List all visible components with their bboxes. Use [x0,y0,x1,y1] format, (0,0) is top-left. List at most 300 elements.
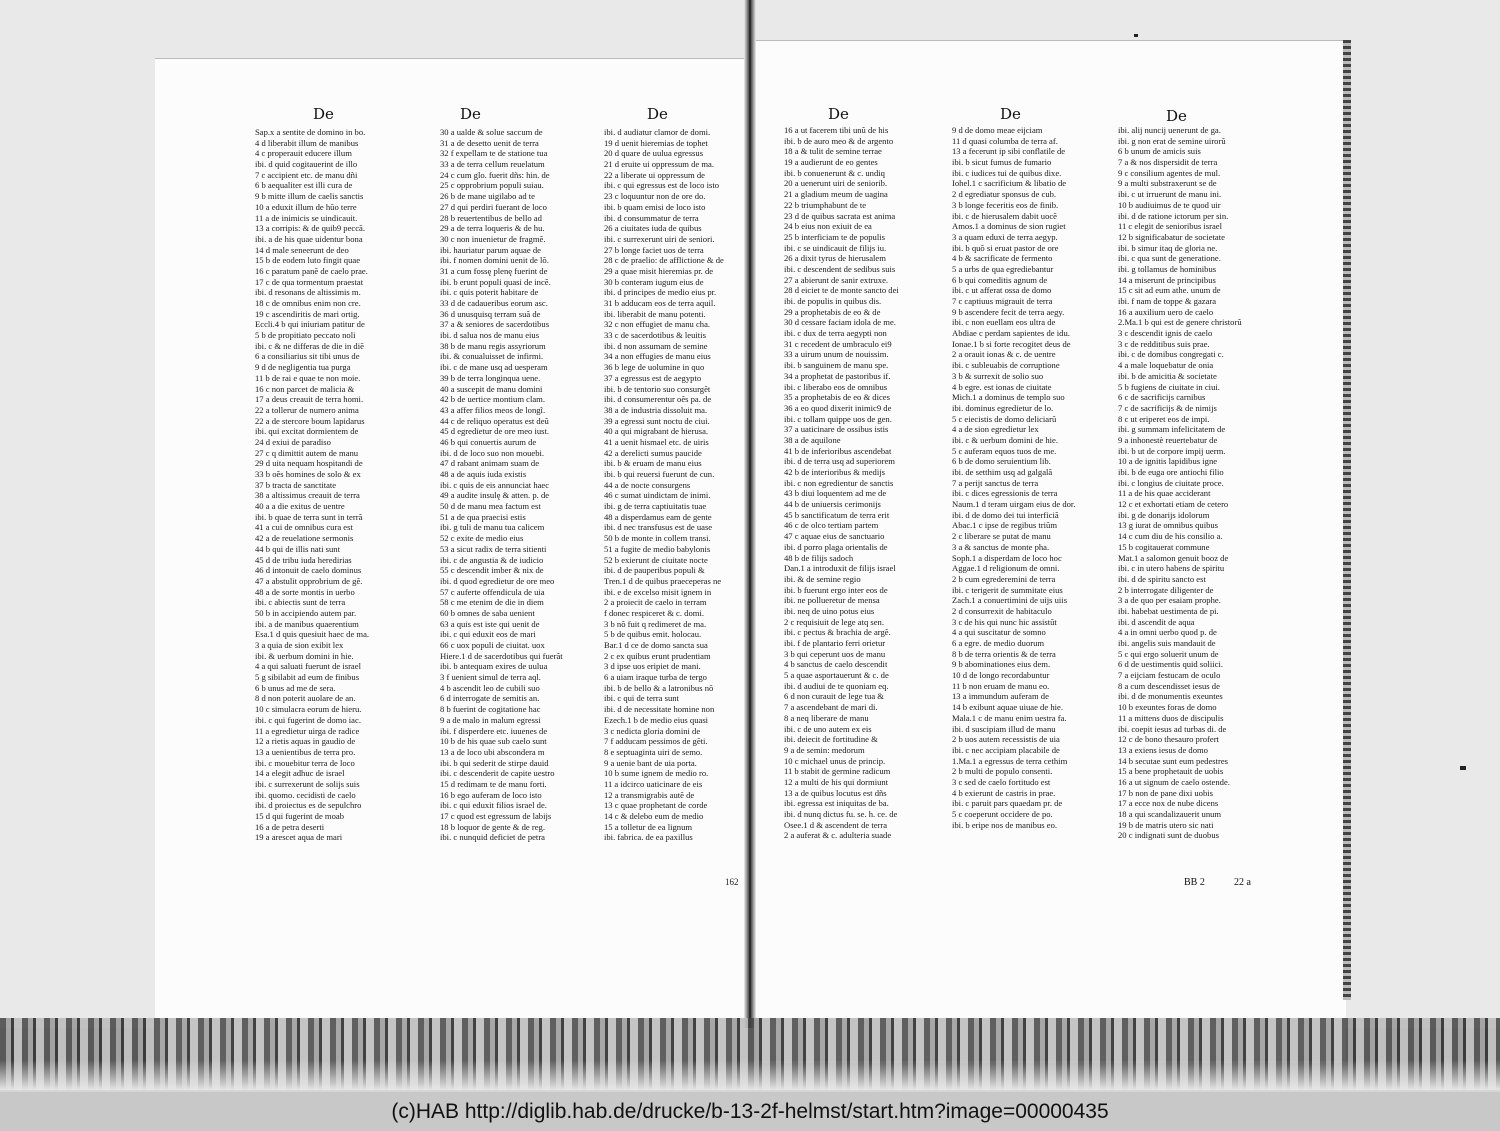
index-entry: 46 c de olco tertiam partem [784,520,879,531]
index-entry: ibi. d nec transfusus est de uase [604,522,713,533]
index-entry: 3 a & sanctus de monte pha. [952,541,1050,552]
index-entry: 4 b egre. est ionas de ciuitate [952,381,1052,392]
index-entry: ibi. hauriatur parum aquae de [440,244,541,255]
index-entry: 11 a egredietur uirga de radice [255,725,360,736]
index-entry: Mat.1 a salomon genuit booz de [1118,552,1229,563]
index-entry: 27 d qui perdiri fuerant de loco [440,201,547,212]
index-entry: 5 c coeperunt occidere de po. [952,809,1053,819]
index-entry: 20 d quare de uulua egressus [604,148,704,159]
index-entry: ibi. b ut de corpore impij uerm. [1118,445,1226,456]
index-entry: ibi. d suscipiam illud de manu [952,723,1056,734]
index-entry: ibi. b qui reuersi fuerunt de cun. [604,469,715,479]
index-entry: ibi. d audiui de te quoniam eq. [784,680,889,691]
index-entry: ibi. f disperdere etc. iuuenes de [440,725,548,736]
index-entry: 6 a consiliarius sit tibi unus de [255,351,360,362]
index-entry: 28 c de praelio: de afflictione & de [604,255,724,266]
index-entry: 2 c ex quibus erunt prudentiam [604,650,711,661]
index-entry: 18 a qui scandalizauerit unum [1118,809,1222,819]
index-entry: 34 a non effugies de manu eius [604,351,711,362]
index-entry: ibi. c abiectis sunt de terra [255,597,346,608]
index-entry: 38 a altissimus creauit de terra [255,490,360,501]
index-entry: 30 c non inuenietur de fragmẽ. [440,233,546,244]
column-heading: De [1000,105,1021,123]
index-entry: ibi. g tuli de manu tua calicem [440,522,545,533]
index-entry: 1.Ma.1 a egressus de terra cethim [952,755,1068,766]
index-entry: 44 c de reliquo operatus est deũ [440,415,549,426]
index-entry: 6 b unus ad me de sera. [255,682,336,693]
index-entry: 39 b de terra longinqua uene. [440,372,541,383]
index-entry: 41 b de inferioribus ascendebat [784,445,892,456]
index-entry: ibi. g de donarijs idolorum [1118,509,1210,520]
index-entry: 31 a cum fossę plenę fuerint de [440,265,548,276]
index-entry: ibi. c subleuabis de corruptione [952,360,1060,371]
index-entry: 2.Ma.1 b qui est de genere christorũ [1118,317,1242,328]
index-entry: 29 d uita nequam hospitandi de [255,458,363,469]
index-entry: 66 c uox populi de ciuitat. uox [440,640,545,650]
index-entry: ibi. c non egredientur de sanctis [784,477,894,488]
index-entry: 29 a quae misit hieremias pr. de [604,265,714,276]
index-entry: 49 a audite insulę & atten. p. de [440,490,550,501]
index-entry: 17 c quod est egressum de labijs [440,811,552,821]
index-entry: 23 d de quibus sacrata est anima [784,210,896,221]
index-entry: ibi. angelis suis mandauit de [1118,638,1216,648]
index-entry: 46 c sumat uindictam de inimi. [604,490,711,501]
index-entry: 4 d liberabit illum de manibus [255,137,359,148]
index-entry: 14 c & delebo eum de medio [604,811,704,821]
index-entry: 33 a de terra cellum reuelatum [440,159,545,170]
index-entry: ibi. dominus egredietur de lo. [952,402,1054,413]
index-entry: 8 b fuerint de cogitatione hac [440,704,541,715]
index-entry: 48 b de filijs sadoch [784,552,854,563]
index-entry: 10 d de longo recordabuntur [952,670,1050,681]
index-entry: 11 b non eruam de manu eo. [952,680,1050,691]
page-number: 162 [725,877,739,887]
index-entry: ibi. quomo. cecidisti de caelo [255,789,356,800]
index-entry: 4 a male loquebatur de onia [1118,360,1214,371]
index-entry: ibi. c & uerbum domini de hie. [952,434,1058,445]
index-entry: 38 b de manu regis assyriorum [440,340,546,351]
index-entry: 19 a arescet aqua de mari [255,832,343,843]
index-entry: 6 c de sacrificijs carnibus [1118,392,1206,403]
index-entry: 22 a de stercore boum lapidarus [255,415,365,426]
index-entry: 3 b longe feceritis eos de finib. [952,199,1059,210]
index-entry: 36 a eo quod dixerit inimic9 de [784,402,892,413]
index-entry: 6 d non curauit de lege tua & [784,691,884,702]
index-entry: Mich.1 a dominus de templo suo [952,392,1065,403]
index-entry: ibi. c longius de ciuitate proce. [1118,477,1224,488]
index-entry: ibi. d principes de medio eius pr. [604,287,717,298]
index-entry: ibi. c qui de terra sunt [604,693,679,704]
index-entry: 43 b diui loquentem ad me de [784,488,887,499]
index-entry: ibi. ne pollueretur de mensa [784,595,880,606]
index-entry: 34 a prophetat de pastoribus if. [784,370,891,381]
index-entry: 17 a ecce nox de nube dicens [1118,798,1219,809]
index-entry: 57 c auferte offendicula de uia [440,586,545,597]
scanner-bed-fade [0,1060,1500,1090]
index-entry: 17 a deus creauit de terra homi. [255,394,364,405]
index-entry: 9 b ascendere fecit de terra aegy. [952,306,1065,317]
index-entry: ibi. d consummatur de terra [604,212,699,223]
index-entry: 5 g sibilabit ad eum de finibus [255,672,360,683]
index-entry: 4 b sanctus de caelo descendit [784,659,888,670]
index-entry: 24 c cum glo. fuerit dñs: hin. de [440,169,550,180]
index-entry: 47 d rabant animam suam de [440,458,540,469]
index-entry: 37 a egressus est de aegypto [604,372,702,383]
index-entry: 14 b secutae sunt eum pedestres [1118,755,1229,766]
index-entry: ibi. f nam de toppe & gazara [1118,296,1217,306]
column-heading: De [828,105,849,123]
index-entry: 47 c aquae eius de sanctuario [784,531,885,542]
index-entry: 8 a cum descendisset iesus de [1118,680,1220,691]
index-entry: 9 a de semin: medorum [784,744,865,755]
signature-tail: 22 a [1234,877,1251,888]
index-entry: 3 c descendit ignis de caelo [1118,328,1213,339]
index-entry: 16 b ego auferam de loco isto [440,789,542,800]
index-entry: 7 c captiuus migrauit de terra [952,296,1053,306]
index-entry: 15 a bene prophetauit de uobis [1118,766,1224,777]
index-entry: ibi. c quis de eis annunciat haec [440,479,550,490]
index-entry: ibi. d de domo dei tui interficiã [952,509,1059,520]
index-entry: ibi. c liberabo eos de omnibus [784,381,888,392]
index-entry: 4 b exierunt de castris in prae. [952,787,1056,798]
index-entry: ibi. d de ratione ictorum per sin. [1118,210,1229,221]
index-entry: 13 g iurat de omnibus quibus [1118,520,1219,531]
index-entry: ibi. b sicut fumus de fumario [952,157,1052,168]
index-entry: ibi. liberabit de manu potenti. [604,308,706,319]
index-entry: 6 b aequaliter est illi cura de [255,180,353,191]
column-heading: De [647,105,668,123]
index-entry: 16 a ut signum de caelo ostende. [1118,776,1230,787]
index-entry: ibi. c nec accipiam placabile de [952,744,1060,755]
index-entry: ibi. g summam infelicitatem de [1118,424,1226,435]
index-entry: ibi. c dux de terra aegypti non [784,328,887,339]
index-entry: 4 a qui saluati fuerunt de israel [255,661,361,672]
index-entry: ibi. b conuenerunt & c. undiq [784,167,885,178]
index-entry: ibi. c qui eduxit eos de mari [440,629,536,640]
index-entry: 10 a de ignitis lapidibus igne [1118,456,1218,467]
index-entry: 16 a auxilium uero de caelo [1118,306,1214,317]
index-entry: 15 c sit ad eum athe. unum de [1118,285,1221,296]
index-entry: 33 c de sacerdotibus & leuitis [604,330,706,341]
index-entry: 41 a uenit hismael etc. de uiris [604,436,709,447]
index-entry: 14 c cum diu de his consilio a. [1118,531,1223,542]
index-entry: 42 a derelicti sumus paucide [604,447,702,458]
index-entry: 40 a a die exitus de uentre [255,501,345,512]
index-entry: ibi. b sanguinem de manu spe. [784,360,889,371]
index-entry: Dan.1 a introduxit de filijs israel [784,563,896,574]
index-entry: ibi. c pectus & brachia de argẽ. [784,627,891,638]
index-entry: 10 c michael unus de princip. [784,755,886,766]
index-entry: 23 c loquuntur non de ore do. [604,191,706,202]
index-entry: 27 a abierunt de sanir extruxe. [784,274,889,285]
index-entry: 16 c non parcet de malicia & [255,383,355,394]
index-entry: ibi. d consumerentur oẽs pa. de [604,394,712,405]
index-entry: Ezech.1 b de medio eius quasi [604,714,709,725]
index-entry: ibi. c nunquid deficiet de petra [440,832,545,843]
index-entry: ibi. d non assumam de semine [604,340,708,351]
index-entry: 13 a de loco ubi abscondera m [440,746,545,757]
index-entry: ibi. qui excitat dormientem de [255,426,359,437]
index-entry: 2 b cum egrederemini de terra [952,573,1056,584]
index-entry: 2 a auferat & c. adulteria suade [784,830,892,841]
index-entry: 33 d de cadaueribus eorum asc. [440,298,548,308]
index-entry: ibi. d de monumentis exeuntes [1118,691,1223,702]
index-entry: 37 a & seniores de sacerdotibus [440,319,550,330]
index-entry: ibi. d porro plaga orientalis de [784,541,888,552]
index-entry: ibi. habebat uestimenta de pi. [1118,605,1219,616]
index-entry: 3 b nõ fuit q redimeret de ma. [604,618,707,629]
index-entry: 7 a ascendebant de mari di. [784,702,878,713]
index-entry: ibi. d ascendit de aqua [1118,616,1195,627]
index-entry: ibi. b antequam exires de uulua [440,661,548,672]
index-entry: 3 a quam eduxi de terra aegyp. [952,231,1058,242]
index-entry: 45 d egredietur de ore meo iust. [440,426,550,437]
index-entry: ibi. d de pauperibus populi & [604,565,705,576]
index-entry: 13 a immundum auferam de [952,691,1049,702]
index-entry: 63 a quis est iste qui uenit de [440,618,540,629]
index-entry: f donec respiceret & c. domi. [604,607,704,618]
index-entry: 3 a de quo per esaiam prophe. [1118,595,1221,606]
index-entry: 3 d ipse uos eripiet de mani. [604,661,701,672]
index-entry: Eccli.4 b qui iniuriam patitur de [255,319,365,330]
index-entry: 2 a orauit ionas & c. de uentre [952,349,1056,360]
index-entry: 22 a liberate ui oppressum de [604,169,705,180]
index-entry: Zach.1 a conuertimini de uijs uiis [952,595,1068,606]
index-entry: 55 c descendit imber & nix de [440,565,544,576]
index-entry: 2 b interrogate diligenter de [1118,584,1214,595]
index-entry: ibi. d de terra usq ad superiorem [784,456,895,467]
index-entry: 2 c requisiuit de lege atq sen. [784,616,884,627]
index-entry: ibi. c qui egressus est de loco isto [604,180,720,191]
index-entry: ibi. c se uindicauit de filijs iu. [784,242,887,253]
index-entry: 43 a affer filios meos de longĩ. [440,404,546,415]
index-entry: ibi. & conualuisset de infirmi. [440,351,544,362]
index-entry: 12 a multi de his qui dormiunt [784,776,889,787]
index-entry: 18 b loquor de gente & de reg. [440,821,546,832]
index-entry: 10 c simulacra eorum de hieru. [255,704,362,715]
index-entry: ibi. d de loco suo non mouebi. [440,447,545,458]
index-entry: 7 a & nos dispersidit de terra [1118,157,1218,168]
index-entry: Tren.1 d de quibus praeceperas ne [604,575,722,586]
column-heading: De [460,105,481,123]
index-entry: ibi. c tollam quippe uos de gen. [784,413,892,424]
index-entry: ibi. f nomen domini uenit de lõ. [440,255,549,266]
index-entry: 11 a de his quae acciderant [1118,488,1211,499]
index-entry: 29 a de terra loqueris & de hu. [440,223,545,234]
index-entry: 35 a prophetabis de eo & dices [784,392,890,403]
index-entry: 6 b qui comeditis agnum de [952,274,1048,285]
index-entry: 2 b uos autem recessistis de uia [952,734,1060,745]
index-entry: ibi. c ut irruerunt de manu ini. [1118,189,1222,200]
index-entry: 4 c properauit educere illum [255,148,352,159]
index-entry: 16 a de petra deserti [255,821,325,832]
index-entry: 32 f expellam te de statione tua [440,148,548,159]
index-entry: 5 a urbs de qua egrediebantur [952,263,1054,274]
index-entry: ibi. b eripe nos de manibus eo. [952,819,1058,830]
index-entry: 14 d male seneerunt de deo [255,244,349,255]
index-entry: ibi. d de necessitate homine non [604,704,715,715]
column-heading: De [1166,107,1187,125]
signature-mark: BB 2 [1184,877,1205,888]
index-entry: ibi. g tollamus de hominibus [1118,263,1217,274]
index-entry: 25 c opprobrium populi suiau. [440,180,544,191]
index-entry: ibi. alij nuncij uenerunt de ga. [1118,125,1221,135]
index-entry: 11 a idcirco uaticinare de eis [604,778,703,789]
index-entry: 27 b longe faciet uos de terra [604,244,704,255]
index-entry: 19 d uenit hieremias de tophet [604,137,708,148]
index-entry: 58 c me etenim de die in diem [440,597,544,608]
index-entry: 3 b qui ceperunt uos de manu [784,648,886,659]
index-entry: ibi. c quis poterit habitare de [440,287,539,298]
index-entry: 37 b tracta de sanctitate [255,479,337,490]
index-entry: 41 a cui de omnibus cura est [255,522,353,533]
index-entry: 42 b de uertice montium clam. [440,394,546,405]
index-entry: 14 b exibunt aquae uiuae de hie. [952,702,1063,713]
index-entry: 9 d de negligentia tua purga [255,362,351,373]
index-entry: ibi. d salua nos de manu eius [440,330,540,341]
index-entry: 2 d consurrexit de habitaculo [952,605,1052,616]
index-entry: 48 a de sorte montis in uerbo [255,586,355,597]
index-entry: ibi. c in utero habens de spiritu [1118,563,1225,574]
index-entry: 10 b audiuimus de te quod uir [1118,199,1221,210]
index-entry: ibi. c qui eduxit filios israel de. [440,800,547,811]
index-entry: 19 c ascendiritis de mari ortig. [255,308,360,319]
index-entry: 42 a de reuelatione sermonis [255,533,354,544]
index-entry: 50 d de manu mea factum est [440,501,541,512]
index-entry: ibi. c ut afferat ossa de domo [952,285,1052,296]
index-entry: 6 d de uestimentis quid soliici. [1118,659,1224,670]
index-entry: 20 c indignati sunt de duobus [1118,830,1219,841]
index-entry: 15 d redimam te de manu forti. [440,778,547,789]
index-entry: 30 d cessare faciam idola de me. [784,317,896,328]
index-entry: 15 b cogitauerat commune [1118,541,1210,552]
scan-speck [1460,766,1466,770]
index-entry: 60 b omnes de saba uenient [440,607,535,618]
index-entry: Abac.1 c ipse de regibus triũm [952,520,1058,531]
index-entry: 12 a transmigrabis autẽ de [604,789,695,800]
index-entry: 13 a uenientibus de terra pro. [255,746,356,757]
index-entry: 21 d eruite ui oppressum de ma. [604,159,715,170]
index-entry: Bar.1 d ce de domo sancta sua [604,640,708,650]
index-entry: Hiere.1 d de sacerdotibus qui fuerãt [440,650,563,661]
index-entry: ibi. b de euga ore antiochi filio [1118,467,1224,477]
index-entry: 10 a eduxit illum de hũo terre [255,201,357,212]
index-entry: 8 c ut eriperet eos de impi. [1118,413,1210,424]
index-entry: 3 c de redditibus suis prae. [1118,338,1210,349]
index-entry: 52 c exite de medio eius [440,533,524,544]
index-entry: ibi. e de excelso misit ignem in [604,586,712,597]
index-entry: 5 b de quibus emit. holocau. [604,629,702,640]
index-entry: 8 a neq liberare de manu [784,712,869,723]
index-entry: 19 a audierunt de eo gentes [784,157,878,168]
index-entry: ibi. b de amicitia & societate [1118,370,1217,381]
index-entry: 6 d interrogate de semitis an. [440,693,540,704]
index-entry: ibi. neq de uino potus eius [784,605,875,616]
index-entry: 15 b de eodem luto fingit quae [255,255,361,266]
index-entry: 53 a sicut radix de terra sitienti [440,543,547,554]
index-entry: ibi. coepit iesus ad turbas di. de [1118,723,1227,734]
index-entry: 5 a quae asportauerunt & c. de [784,670,889,681]
index-entry: 12 c et exhortati etiam de cetero [1118,499,1229,510]
index-entry: 40 a suscepit de manu domini [440,383,543,394]
index-entry: 3 c de his qui nunc hic assistũt [952,616,1057,627]
index-entry: ibi. d quid cogitauerint de illo [255,159,358,170]
index-entry: ibi. c dices egressionis de terra [952,488,1058,499]
index-entry: 12 b significabatur de societate [1118,231,1225,242]
index-entry: ibi. b quam emisi de loco isto [604,201,706,212]
page-edge [1343,40,1351,1000]
index-entry: 15 a tolletur de ea lignum [604,821,693,832]
index-entry: 12 a rietis aquas in gaudio de [255,736,356,747]
index-entry: 45 b sanctificatum de terra erit [784,509,890,520]
index-entry: 6 a uiam iraque turba de tergo [604,672,707,683]
index-entry: 36 b lege de uolumine in quo [604,362,705,373]
index-entry: 11 d quasi columba de terra af. [952,135,1058,146]
index-entry: 17 c de qua tormentum praestat [255,276,364,287]
index-entry: 44 b de uniuersis cerimonijs [784,499,881,510]
index-entry: 50 b de monte in collem transi. [604,533,711,544]
index-entry: 11 a mittens duos de discipulis [1118,712,1224,723]
index-entry: ibi. b erunt populi quasi de incẽ. [440,276,551,287]
index-entry: 10 b exeuntes foras de domo [1118,702,1217,713]
index-entry: ibi. c descenderit de capite uestro [440,768,555,779]
index-entry: 7 a eijciam festucam de oculo [1118,670,1221,681]
index-entry: 51 a fugite de medio babylonis [604,543,711,554]
index-entry: 11 a de inimicis se uindicauit. [255,212,358,223]
index-entry: 14 a elegit adhuc de israel [255,768,345,779]
index-entry: 5 b fugiens de ciuitate in ciui. [1118,381,1220,392]
index-entry: 46 d intonuit de caelo dominus [255,565,362,576]
index-entry: ibi. & uerbum domini in hie. [255,650,354,661]
index-entry: ibi. b de tentorio suo consurgẽt [604,383,711,394]
scan-speck [1134,34,1138,37]
index-entry: 4 b ascendit leo de cubili suo [440,682,540,693]
index-entry: 51 a de qua praecisi estis [440,511,526,522]
index-entry: 31 a de desetto uenit de terra [440,137,539,148]
index-entry: ibi. c iudices tui de quibus dixe. [952,167,1062,178]
index-entry: ibi. & de semine regio [784,573,861,584]
index-entry: 14 a miserunt de principibus [1118,274,1216,285]
index-entry: 7 c de sacrificijs & de nimijs [1118,402,1217,413]
index-entry: 50 b in accipiendo autem par. [255,607,357,618]
index-entry: 4 a in omni uerbo quod p. de [1118,627,1217,638]
index-entry: ibi. b quõ si eruat pastor de ore [952,242,1059,253]
index-entry: ibi. a de his quae uidentur bona [255,233,363,244]
index-entry: ibi. d quod egredietur de ore meo [440,575,555,586]
index-entry: ibi. c surrexerunt uiri de seniori. [604,233,715,244]
index-entry: 25 b interficiam te de populis [784,231,885,242]
index-entry: 27 c q dimittit autem de manu [255,447,359,458]
index-entry: 18 c de omnibus enim non cre. [255,298,361,308]
index-entry: 3 a quia de sion exibit lex [255,640,344,650]
index-entry: ibi. d proiectus es de sepulchro [255,800,362,811]
index-entry: 44 b qui de illis nati sunt [255,543,340,554]
index-entry: 22 a tollerur de numero anima [255,404,359,415]
index-entry: ibi. egressa est iniquitas de ba. [784,798,889,809]
index-entry: 22 b triumphabunt de te [784,199,867,210]
index-entry: 5 c auferam equos tuos de me. [952,445,1057,456]
index-entry: Mala.1 c de manu enim uestra fa. [952,712,1067,723]
index-entry: 28 d eiciet te de monte sancto dei [784,285,899,296]
index-entry: 6 b de domo seruientium lib. [952,456,1051,467]
index-entry: 32 c non effugiet de manu cha. [604,319,711,330]
copyright-footer: (c)HAB http://diglib.hab.de/drucke/b-13-2f-helmst/start.htm?image=00000435 [0,1092,1500,1131]
index-entry: ibi. b quae de terra sunt in terrã [255,511,363,522]
index-entry: 30 a ualde & solue saccum de [440,127,543,137]
index-entry: 18 a & tulit de semine terrae [784,146,882,157]
index-entry: Esa.1 d quis quesiuit haec de ma. [255,629,370,640]
index-entry: ibi. b simur itaq de gloria ne. [1118,242,1218,253]
